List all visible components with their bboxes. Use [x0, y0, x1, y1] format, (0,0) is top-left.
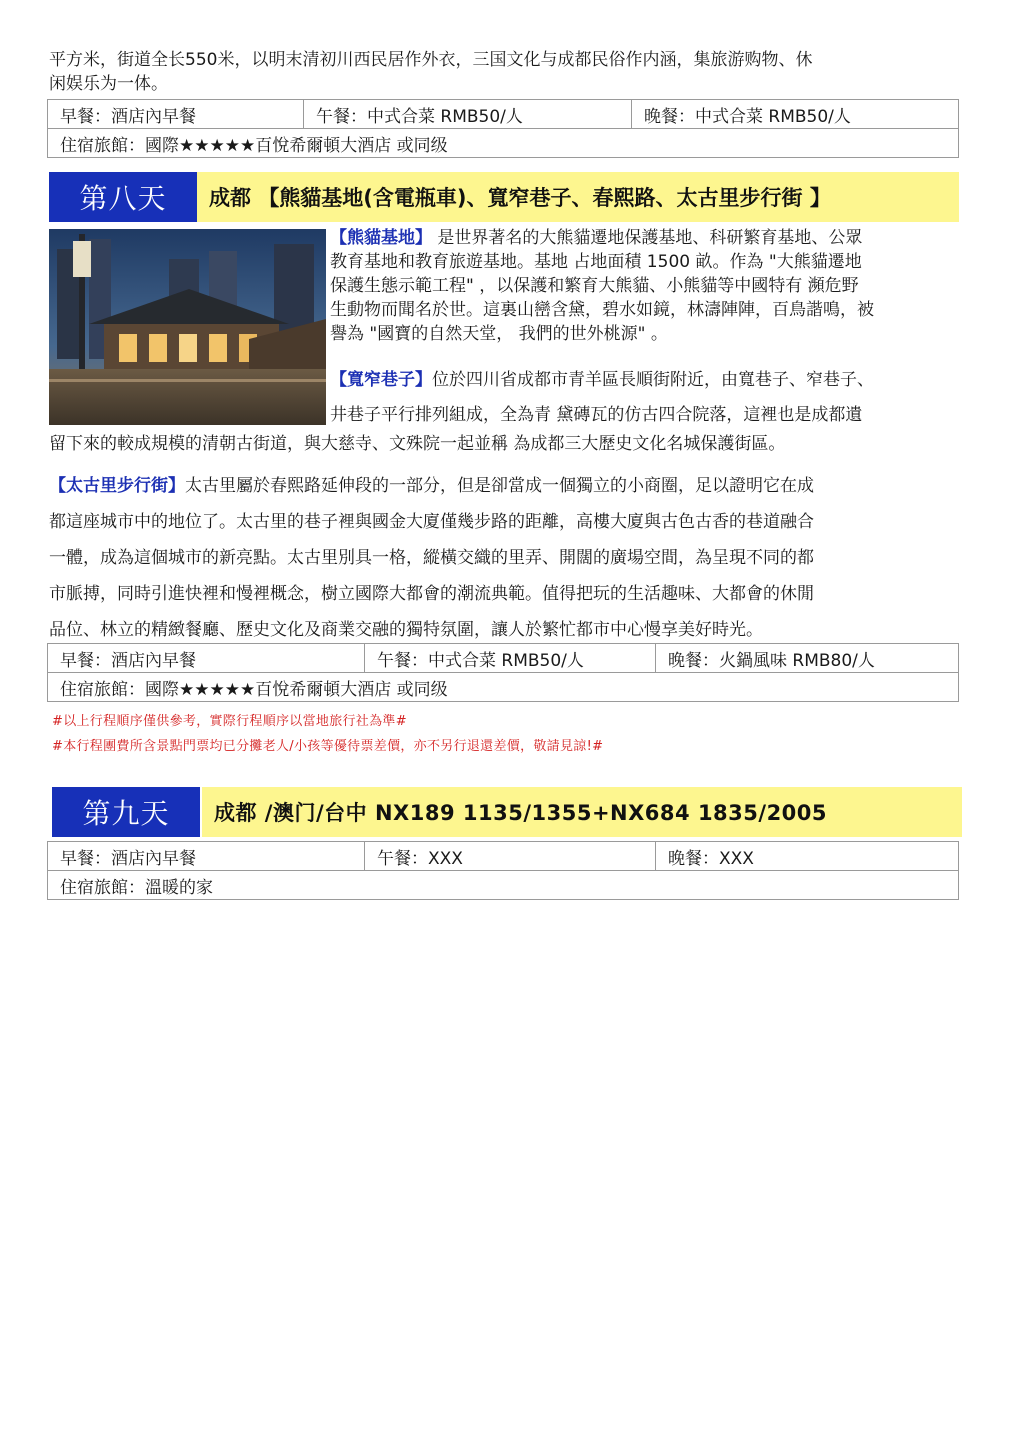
- intro-line: 平方米，街道全长550米，以明末清初川西民居作外衣，三国文化与成都民俗作内涵，集旅游购物、休: [49, 50, 813, 70]
- panda-line: 是世界著名的大熊貓遷地保護基地、科研繁育基地、公眾: [432, 228, 863, 248]
- dinner-cell: 晚餐：XXX: [656, 842, 959, 871]
- breakfast-cell: 早餐：酒店內早餐: [48, 100, 304, 129]
- kuanzhai-alley-photo: [49, 229, 326, 425]
- day9-title: 成都 /澳门/台中 NX189 1135/1355+NX684 1835/2005: [202, 787, 962, 837]
- taikoo-line: 市脈搏，同時引進快裡和慢裡概念，樹立國際大都會的潮流典範。值得把玩的生活趣味、大都會的休閒: [49, 584, 814, 604]
- breakfast-cell: 早餐：酒店內早餐: [48, 644, 365, 673]
- day8-banner: [49, 172, 959, 222]
- panda-line: 生動物而聞名於世。這裏山巒含黛，碧水如鏡，林濤陣陣，百鳥諧鳴，被: [330, 300, 874, 320]
- hotel-cell: 住宿旅館：國際★★★★★百悅希爾頓大酒店 或同级: [48, 673, 959, 702]
- taikoo-li-paragraph: [49, 468, 979, 648]
- day8-label: 第八天: [49, 172, 197, 222]
- panda-line: 保護生態示範工程" ，以保護和繁育大熊貓、小熊貓等中國特有 瀕危野: [330, 276, 859, 296]
- street-scene-image: [49, 229, 326, 425]
- kuanzhai-line: 留下來的較成規模的清朝古街道，與大慈寺、文殊院一起並稱 為成都三大歷史文化名城保護街區。: [49, 434, 786, 454]
- itinerary-note: #以上行程順序僅供參考，實際行程順序以當地旅行社為準#: [52, 714, 407, 729]
- lunch-cell: 午餐：XXX: [365, 842, 656, 871]
- hotel-cell: 住宿旅館：國際★★★★★百悅希爾頓大酒店 或同级: [48, 129, 959, 158]
- panda-base-paragraph: [330, 226, 980, 346]
- taikoo-li-tag: 【太古里步行街】: [49, 476, 185, 496]
- day8-title: 成都 【熊貓基地(含電瓶車)、寬窄巷子、春熙路、太古里步行街 】: [197, 172, 959, 222]
- kuanzhai-line: 位於四川省成都市青羊區長順街附近，由寬巷子、窄巷子、: [432, 370, 874, 390]
- lunch-cell: 午餐：中式合菜 RMB50/人: [304, 100, 632, 129]
- lunch-cell: 午餐：中式合菜 RMB50/人: [365, 644, 656, 673]
- meal-table-day8: [47, 643, 959, 702]
- meal-table-day9: [47, 841, 959, 900]
- panda-base-tag: 【熊貓基地】: [330, 228, 432, 248]
- kuanzhai-paragraph-b: [49, 432, 979, 456]
- dinner-cell: 晚餐：火鍋風味 RMB80/人: [656, 644, 959, 673]
- taikoo-line: 品位、林立的精緻餐廳、歷史文化及商業交融的獨特氛圍，讓人於繁忙都市中心慢享美好時光。: [49, 620, 763, 640]
- kuanzhai-line: 井巷子平行排列組成，全為青 黛磚瓦的仿古四合院落，這裡也是成都遺: [330, 405, 863, 425]
- panda-line: 教育基地和教育旅遊基地。基地 占地面積 1500 畝。作為 "大熊貓遷地: [330, 252, 862, 272]
- intro-paragraph: [49, 48, 979, 96]
- ticket-note: #本行程團費所含景點門票均已分攤老人/小孩等優待票差價，亦不另行退還差價，敬請見諒!#: [52, 739, 604, 754]
- hotel-cell: 住宿旅館：溫暖的家: [48, 871, 959, 900]
- taikoo-line: 一體，成為這個城市的新亮點。太古里別具一格，縱橫交織的里弄、開闊的廣場空間，為呈現不同的都: [49, 548, 814, 568]
- breakfast-cell: 早餐：酒店內早餐: [48, 842, 365, 871]
- kuanzhai-tag: 【寬窄巷子】: [330, 370, 432, 390]
- panda-line: 譽為 "國寶的自然天堂， 我們的世外桃源" 。: [330, 324, 668, 344]
- dinner-cell: 晚餐：中式合菜 RMB50/人: [632, 100, 959, 129]
- kuanzhai-paragraph-a: [330, 363, 980, 433]
- day9-label: 第九天: [52, 787, 200, 837]
- day9-banner: [52, 787, 962, 837]
- taikoo-line: 太古里屬於春熙路延伸段的一部分，但是卻當成一個獨立的小商圈，足以證明它在成: [185, 476, 814, 496]
- taikoo-line: 都這座城市中的地位了。太古里的巷子裡與國金大廈僅幾步路的距離，高樓大廈與古色古香的巷道融合: [49, 512, 814, 532]
- intro-line: 闲娱乐为一体。: [49, 74, 168, 94]
- meal-table-day7: [47, 99, 959, 158]
